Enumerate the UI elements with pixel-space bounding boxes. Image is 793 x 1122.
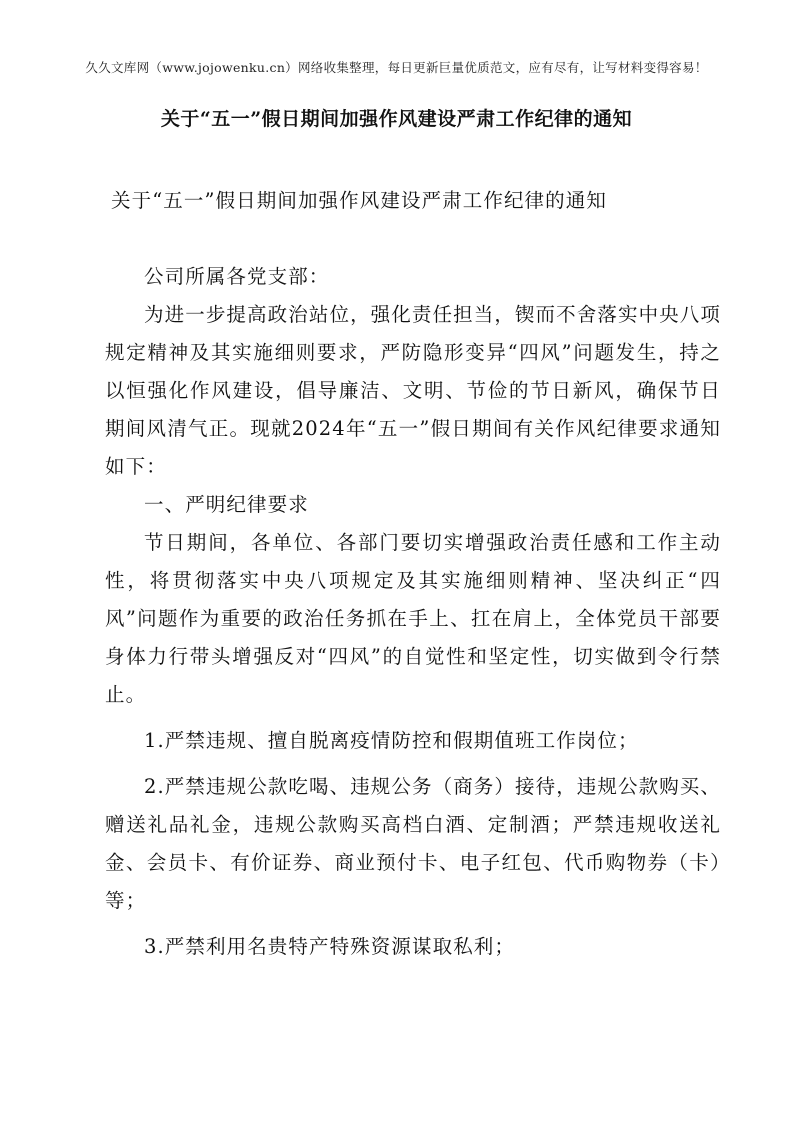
list-item: 3.严禁利用名贵特产特殊资源谋取私利；: [144, 935, 516, 958]
document-subtitle: 关于“五一”假日期间加强作风建设严肃工作纪律的通知: [111, 189, 607, 212]
salutation: 公司所属各党支部：: [144, 265, 330, 288]
document-title: 关于“五一”假日期间加强作风建设严肃工作纪律的通知: [160, 108, 633, 130]
document-body: [105, 182, 721, 966]
list-item: 1.严禁违规、擅自脱离疫情防控和假期值班工作岗位；: [144, 729, 639, 752]
section-paragraph: 节日期间，各单位、各部门要切实增强政治责任感和工作主动性，将贯彻落实中央八项规定及其实施细则精神、坚决纠正“四风”问题作为重要的政治任务抓在手上、扛在肩上，全体党员干部要身体力行带头增强反对“四风”的自觉性和坚定性，切实做到令行禁止。: [105, 531, 721, 706]
intro-paragraph: 为进一步提高政治站位，强化责任担当，锲而不舍落实中央八项规定精神及其实施细则要求，严防隐形变异“四风”问题发生，持之以恒强化作风建设，倡导廉洁、文明、节俭的节日新风，确保节日期间风清气正。现就2024年“五一”假日期间有关作风纪律要求通知如下：: [105, 303, 721, 478]
blank-line: [105, 220, 721, 258]
list-item: 2.严禁违规公款吃喝、违规公务（商务）接待，违规公款购买、赠送礼品礼金，违规公款购买高档白酒、定制酒；严禁违规收送礼金、会员卡、有价证券、商业预付卡、电子红包、代币购物券（卡）等；: [105, 775, 722, 912]
section-heading: 一、严明纪律要求: [144, 493, 309, 516]
site-header-text: 久久文库网（www.jojowenku.cn）网络收集整理，每日更新巨量优质范文，应有尽有，让写材料变得容易！: [85, 60, 708, 75]
